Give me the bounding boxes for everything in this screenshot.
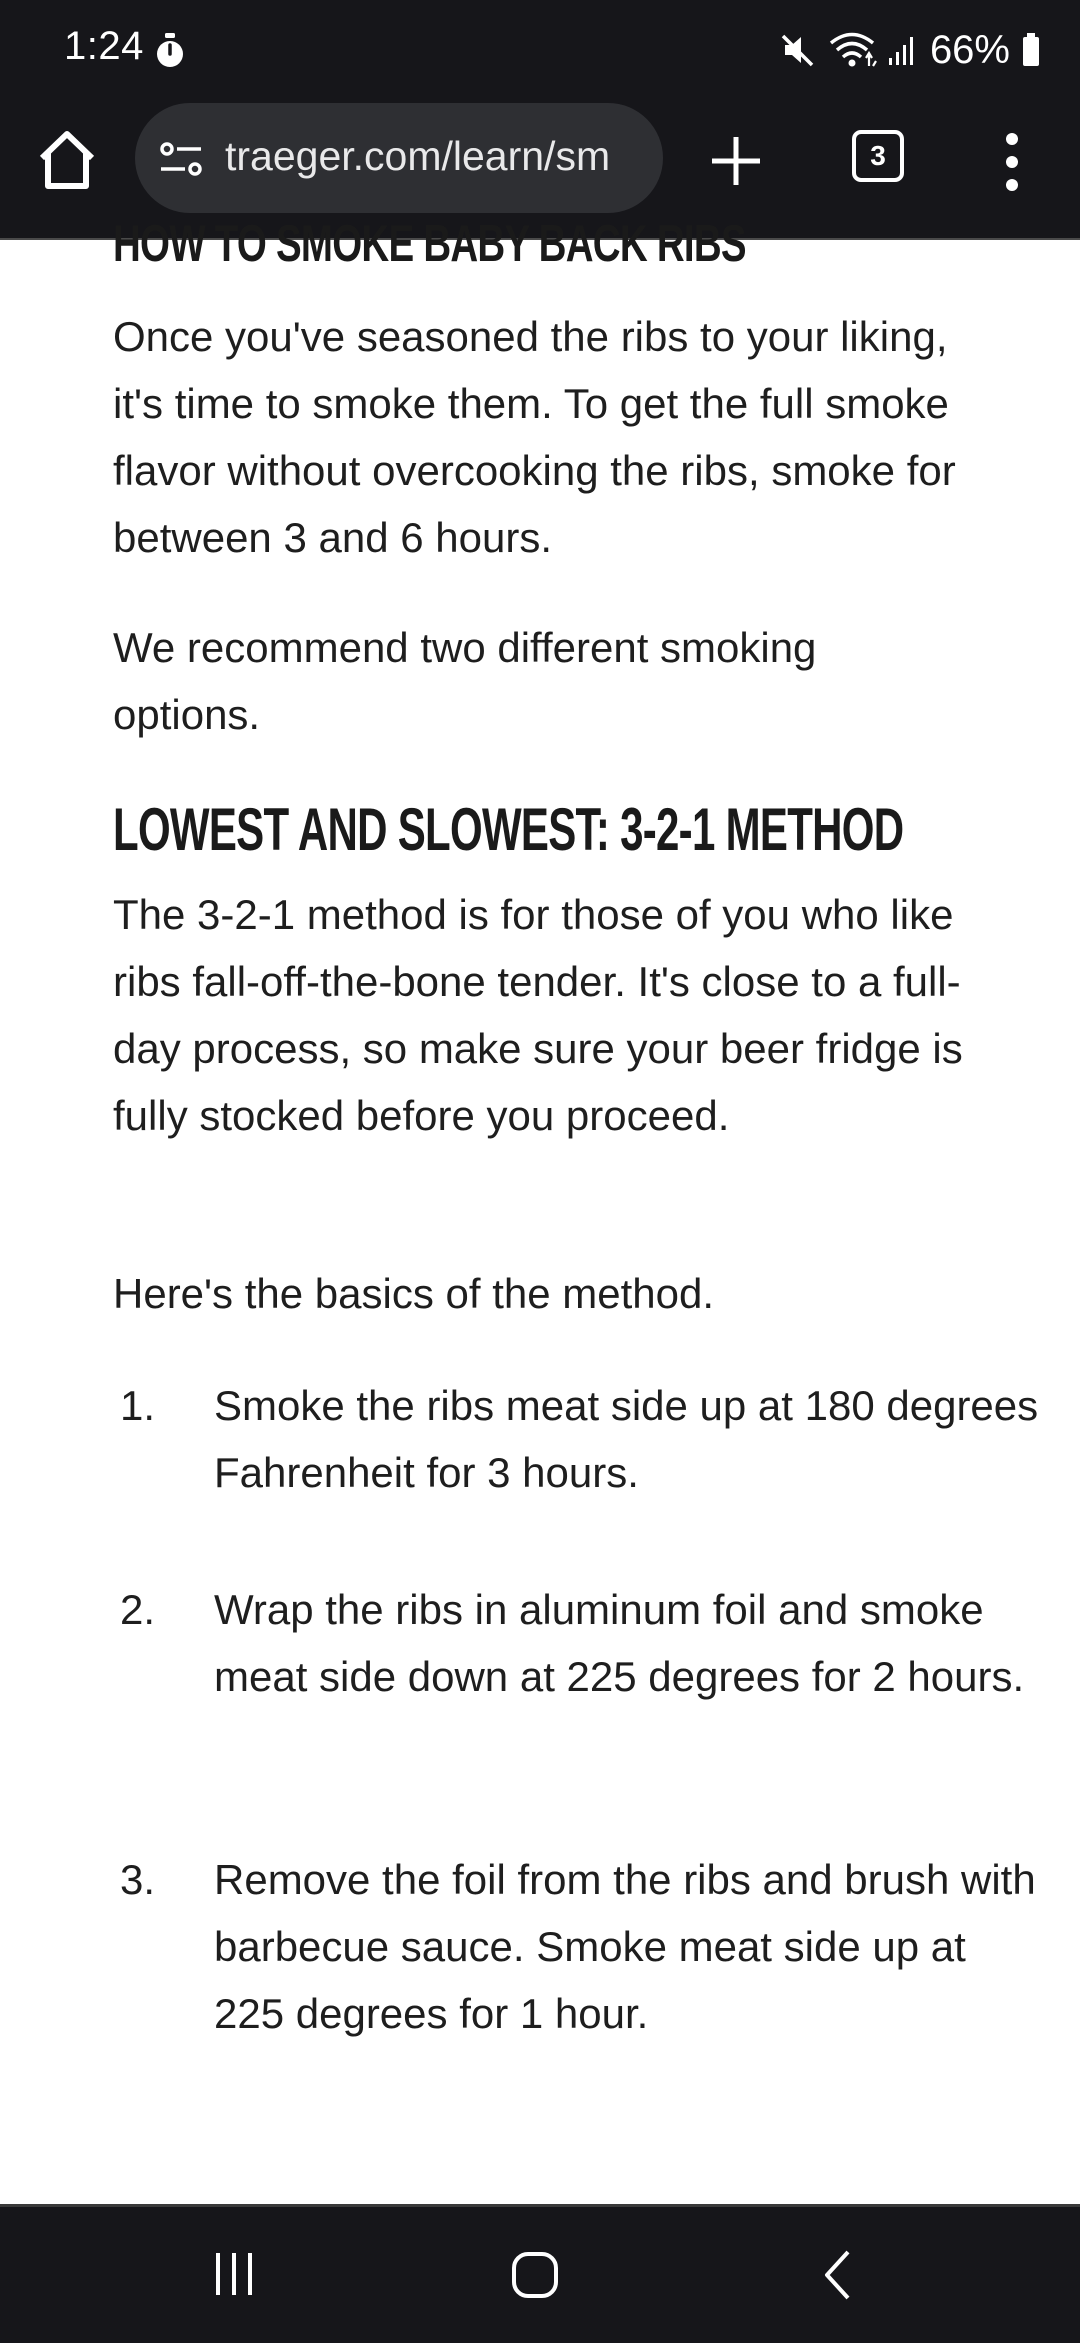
battery-percent: 66% <box>929 27 1010 72</box>
list-number: 2. <box>120 1586 156 1633</box>
stopwatch-icon <box>153 33 187 69</box>
paragraph: Here's the basics of the method. <box>113 1270 715 1317</box>
battery-icon <box>1022 33 1040 67</box>
signal-icon <box>888 34 918 66</box>
page-content <box>0 215 1080 2204</box>
paragraph: We recommend two different smoking options. <box>113 624 817 738</box>
mute-icon <box>780 32 816 68</box>
wifi-icon <box>828 30 876 70</box>
status-bar <box>0 0 1080 100</box>
more-vert-icon[interactable] <box>1000 130 1024 194</box>
list-text: Smoke the ribs meat side up at 180 degrees Fahrenheit for 3 hours. <box>214 1382 1039 1496</box>
plus-icon[interactable] <box>708 133 764 189</box>
status-time: 1:24 <box>64 24 144 68</box>
article-heading: HOW TO SMOKE BABY BACK RIBS <box>113 215 746 273</box>
list-text: Remove the foil from the ribs and brush with barbecue sauce. Smoke meat side up at 225 degrees for 1 hour. <box>214 1856 1036 2037</box>
back-icon[interactable] <box>822 2249 854 2301</box>
url-text[interactable]: traeger.com/learn/sm <box>225 133 611 179</box>
paragraph: Once you've seasoned the ribs to your liking, it's time to smoke them. To get the full smoke flavor without overcooking the ribs, smoke for between 3 and 6 hours. <box>113 313 956 561</box>
home-icon[interactable] <box>36 128 98 192</box>
address-bar[interactable] <box>135 103 663 213</box>
status-icons <box>780 24 1040 76</box>
list-number: 1. <box>120 1382 156 1429</box>
navigation-bar <box>0 2204 1080 2343</box>
list-number: 3. <box>120 1856 156 1903</box>
section-heading: LOWEST AND SLOWEST: 3-2-1 METHOD <box>113 796 904 863</box>
paragraph: The 3-2-1 method is for those of you who like ribs fall-off-the-bone tender. It's close to a full-day process, so make sure your beer fridge is fully stocked before you proceed. <box>113 891 963 1139</box>
tab-count: 3 <box>870 140 886 171</box>
recent-apps-icon[interactable] <box>212 2251 256 2297</box>
list-text: Wrap the ribs in aluminum foil and smoke meat side down at 225 degrees for 2 hours. <box>214 1586 1025 1700</box>
home-nav-icon[interactable] <box>511 2251 559 2299</box>
site-settings-icon[interactable] <box>159 141 203 177</box>
tabs-icon[interactable] <box>852 130 904 182</box>
